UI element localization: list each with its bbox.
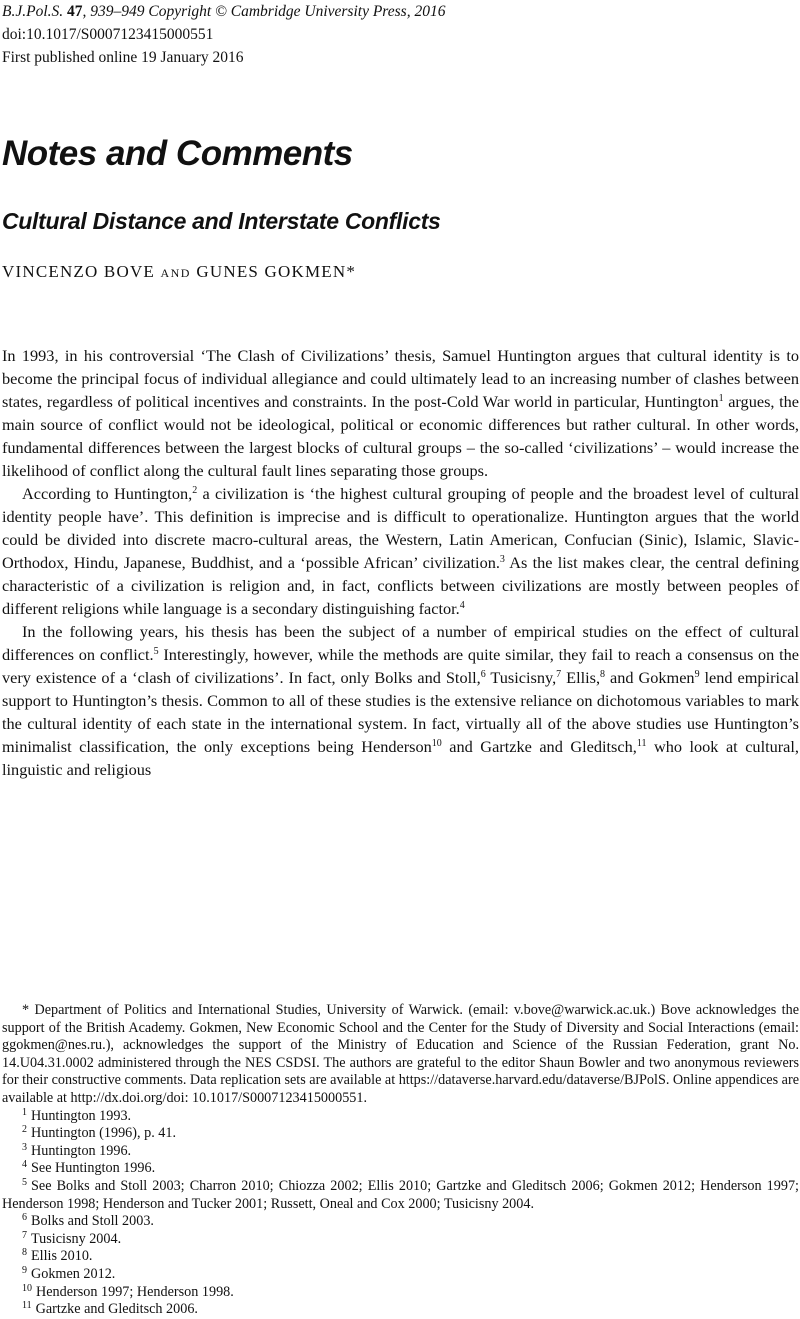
paragraph-1: In 1993, in his controversial ‘The Clash of Civilizations’ thesis, Samuel Huntington argues that cultural identity is to become the principal focus of individual allegiance and could ultimately lead to an increasing number of clashes between states, regardless of political incentives and constraints. In the post-Cold War world in particular, Huntington$^1$ argues, the main source of conflict would not be ideological, political or economic differences but rather cultural. In other words, fundamental differences between the largest blocks of cultural groups – the so-called ‘civilizations’ – would increase the likelihood of conflict along the cultural fault lines separating those groups.	[2, 346, 799, 480]
author-1: VINCENZO BOVE	[2, 262, 156, 281]
footnote-ref[interactable]: 11	[636, 738, 647, 749]
pages-copyright: , 939–949 Copyright © Cambridge University Press, 2016	[82, 3, 446, 20]
footnote-ref[interactable]: 3	[499, 554, 505, 565]
footnote-ref[interactable]: 1	[718, 393, 724, 404]
journal-citation	[2, 0, 445, 23]
footnote-ref[interactable]: 4	[459, 600, 465, 611]
footnotes	[2, 1002, 799, 1319]
footnote-ref[interactable]: 6	[480, 669, 486, 680]
footnote-ref[interactable]: 2	[192, 485, 198, 496]
footnote-7: $^7$ Tusicisny 2004.	[22, 1229, 122, 1247]
journal-volume: 47	[67, 3, 83, 20]
author-2: GUNES GOKMEN*	[196, 262, 357, 281]
footnote-ref[interactable]: 7	[556, 669, 562, 680]
section-title: Notes and Comments	[2, 134, 353, 173]
footnote-1: $^1$ Huntington 1993.	[22, 1106, 132, 1124]
journal-abbrev: B.J.Pol.S.	[2, 3, 64, 20]
doi[interactable]: doi:10.1017/S0007123415000551	[2, 26, 214, 43]
footnote-affiliation: * Department of Politics and International Studies, University of Warwick. (email: v.bove@warwick.ac.uk.) Bove acknowledges the support of the British Academy. Gokmen, New Economic School and the Center for the Study of Diversity and Social Interactions (email: ggokmen@nes.ru.), acknowledges the support of the Ministry of Education and Science of the Russian Federation, grant No. 14.U04.31.0002 administered through the NES CSDSI. The authors are grateful to the editor Shaun Bowler and two anonymous reviewers for their constructive comments. Data replication sets are available at https://dataverse.harvard.edu/dataverse/BJPolS. Online appendices are available at http://dx.doi.org/doi: 10.1017/S0007123415000551.	[2, 1002, 799, 1106]
footnote-ref[interactable]: 9	[694, 669, 700, 680]
footnote-9: $^9$ Gokmen 2012.	[22, 1264, 116, 1282]
author-conjunction: AND	[160, 266, 191, 280]
footnote-ref[interactable]: 10	[431, 738, 442, 749]
footnote-6: $^6$ Bolks and Stoll 2003.	[22, 1212, 154, 1230]
footnote-4: $^4$ See Huntington 1996.	[22, 1159, 156, 1177]
authors	[2, 262, 356, 282]
footnote-10: $^{10}$ Henderson 1997; Henderson 1998.	[22, 1282, 234, 1300]
footnote-5: $^5$ See Bolks and Stoll 2003; Charron 2010; Chiozza 2002; Ellis 2010; Gartzke and Gleditsch 2006; Gokmen 2012; Henderson 1997; Henderson 1998; Henderson and Tucker 2001; Russett, Oneal and Cox 2000; Tusicisny 2004.	[2, 1176, 799, 1212]
article-body	[2, 344, 799, 781]
footnote-ref[interactable]: 5	[153, 646, 159, 657]
footnote-11: $^{11}$ Gartzke and Gleditsch 2006.	[22, 1300, 198, 1318]
paragraph-2: According to Huntington,$^2$ a civilization is ‘the highest cultural grouping of people and the broadest level of cultural identity people have’. This definition is imprecise and is difficult to operationalize. Huntington argues that the world could be divided into discrete macro-cultural areas, the Western, Latin American, Confucian (Sinic), Islamic, Slavic-Orthodox, Hindu, Japanese, Buddhist, and a ‘possible African’ civilization.$^3$ As the list makes clear, the central defining characteristic of a civilization is religion and, in fact, conflicts between civilizations are mostly between peoples of different religions while language is a secondary distinguishing factor.$^4$	[2, 484, 800, 618]
footnote-3: $^3$ Huntington 1996.	[22, 1141, 132, 1159]
footnote-8: $^8$ Ellis 2010.	[22, 1247, 93, 1265]
paragraph-3: In the following years, his thesis has been the subject of a number of empirical studies on the effect of cultural differences on conflict.$^5$ Interestingly, however, while the methods are quite similar, they fail to reach a consensus on the very existence of a ‘clash of civilizations’. In fact, only Bolks and Stoll,$^6$ Tusicisny,$^7$ Ellis,$^8$ and Gokmen$^9$ lend empirical support to Huntington’s thesis. Common to all of these studies is the extensive reliance on dichotomous variables to mark the cultural identity of each state in the international system. In fact, virtually all of the above studies use Huntington’s minimalist classification, the only exceptions being Henderson$^{10}$ and Gartzke and Gleditsch,$^{11}$ who look at cultural, linguistic and religious	[2, 622, 800, 779]
article-title: Cultural Distance and Interstate Conflicts	[2, 208, 441, 234]
published-date: First published online 19 January 2016	[2, 49, 244, 66]
page-header	[2, 0, 445, 69]
footnote-2: $^2$ Huntington (1996), p. 41.	[22, 1124, 177, 1142]
footnote-ref[interactable]: 8	[600, 669, 606, 680]
